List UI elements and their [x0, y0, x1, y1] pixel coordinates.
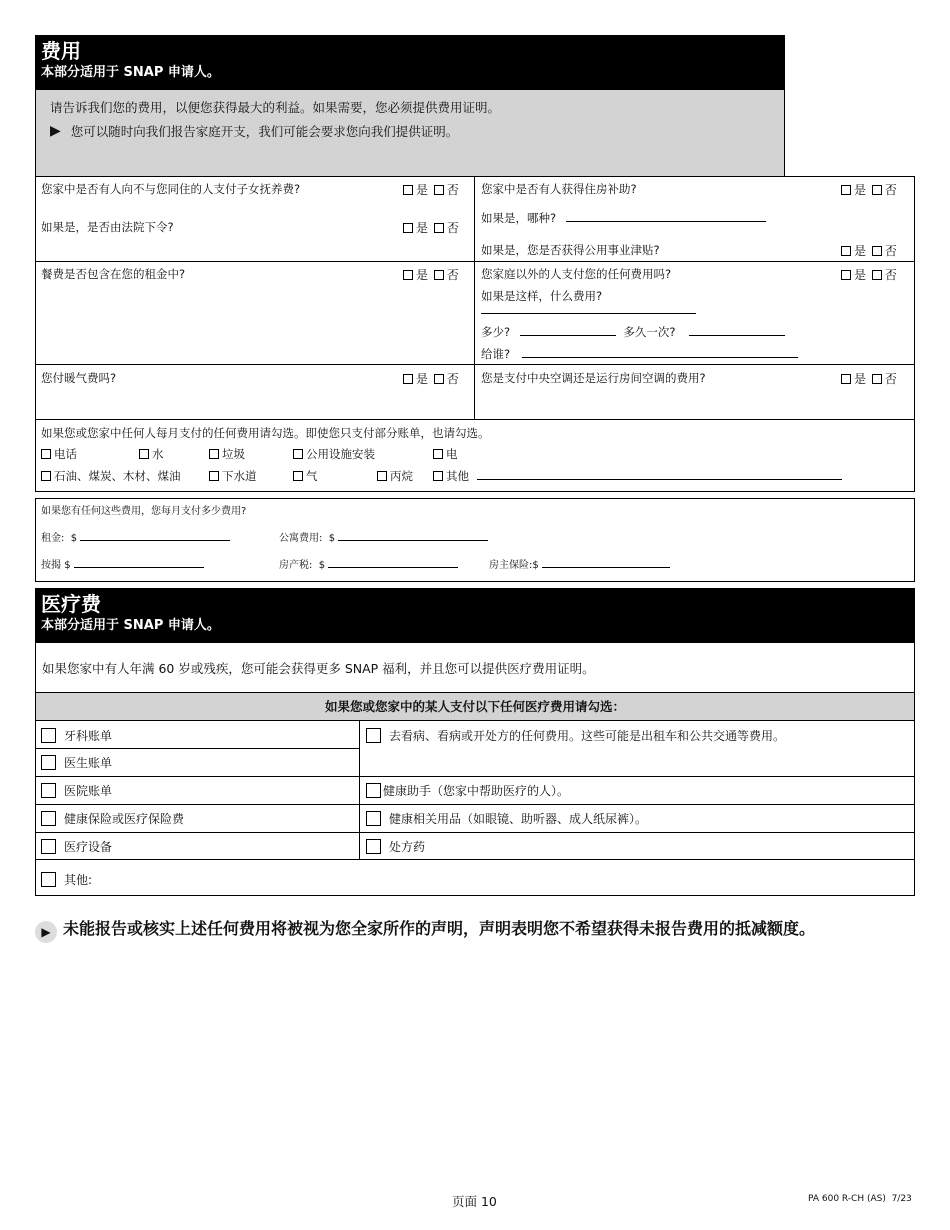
medical-intro: 如果您家中有人年满 60 岁或残疾，您可能会获得更多 SNAP 福利，并且您可以提供医疗费用证明。: [42, 661, 595, 676]
play-circle-icon: ▶: [35, 921, 57, 943]
checkbox-yes[interactable]: [403, 223, 413, 233]
q-utility-subsidy: 如果是，您是否获得公用事业津贴?: [481, 243, 660, 257]
checkbox-no[interactable]: [872, 185, 882, 195]
yn-court-order[interactable]: 是 否: [401, 219, 459, 236]
q-court-order: 如果是，是否由法院下令?: [41, 220, 174, 234]
property-tax-field: 房产税: $: [279, 556, 458, 571]
which-field[interactable]: [566, 221, 766, 222]
checkbox-no[interactable]: [434, 374, 444, 384]
med-dental[interactable]: 牙科账单: [35, 721, 112, 749]
med-supplies[interactable]: 健康相关用品（如眼镜、助听器、成人纸尿裤）。: [360, 804, 647, 832]
checkbox-no[interactable]: [872, 246, 882, 256]
expenses-header: [35, 35, 785, 90]
utility-gas[interactable]: 气: [293, 468, 318, 484]
utility-electric[interactable]: 电: [433, 446, 458, 462]
utility-install[interactable]: 公用设施安装: [293, 446, 375, 462]
med-prescription[interactable]: 处方药: [360, 832, 425, 860]
med-transport[interactable]: 去看病、看病或开处方的任何费用。这些可能是出租车和公共交通等费用。: [360, 721, 785, 749]
utility-oil[interactable]: 石油、煤炭、木材、煤油: [41, 468, 181, 484]
q-what-expense: 如果是这样，什么费用?: [481, 289, 603, 303]
how-often-field[interactable]: [689, 335, 785, 336]
expenses-subtitle: 本部分适用于 SNAP 申请人。: [41, 65, 220, 80]
q-housing-assist: 您家中是否有人获得住房补助?: [481, 182, 637, 196]
expenses-bullet-text: 您可以随时向我们报告家庭开支，我们可能会要求您向我们提供证明。: [70, 124, 459, 139]
med-insurance[interactable]: 健康保险或医疗保险费: [35, 804, 184, 832]
monthly-prompt: 如果您或您家中任何人每月支付的任何费用请勾选。即使您只支付部分账单，也请勾选。: [41, 426, 490, 440]
medical-header: [35, 588, 915, 643]
checkbox-yes[interactable]: [403, 185, 413, 195]
expenses-title: 费用: [41, 39, 81, 63]
checkbox-yes[interactable]: [403, 270, 413, 280]
checkbox-yes[interactable]: [841, 246, 851, 256]
yn-housing-assist[interactable]: 是 否: [839, 181, 897, 198]
apartment-fee-field: 公寓费用: $: [279, 529, 488, 544]
checkbox-yes[interactable]: [841, 185, 851, 195]
play-arrow-icon: ▶: [50, 123, 61, 139]
homeowner-ins-field: 房主保险:$: [489, 556, 670, 571]
yn-heating[interactable]: 是 否: [401, 370, 459, 387]
expenses-bullet: [50, 122, 770, 140]
medical-table-header: 如果您或您家中的某人支付以下任何医疗费用请勾选：: [35, 693, 915, 721]
utility-propane[interactable]: 丙烷: [377, 468, 413, 484]
q-child-support: 您家中是否有人向不与您同住的人支付子女抚养费?: [41, 182, 301, 196]
checkbox-no[interactable]: [434, 223, 444, 233]
utility-sewer[interactable]: 下水道: [209, 468, 257, 484]
yn-utility-subsidy[interactable]: 是 否: [839, 242, 897, 259]
med-equipment[interactable]: 医疗设备: [35, 832, 112, 860]
warning-text: 未能报告或核实上述任何费用将被视为您全家所作的声明，声明表明您不希望获得未报告费用的抵减额度。: [63, 919, 816, 938]
checkbox-no[interactable]: [434, 270, 444, 280]
q-to-whom: 给谁?: [481, 346, 798, 362]
page-number: 页面 10: [452, 1194, 497, 1209]
q-heating: 您付暖气费吗?: [41, 371, 117, 385]
to-whom-field[interactable]: [522, 357, 798, 358]
checkbox-yes[interactable]: [841, 374, 851, 384]
yn-child-support[interactable]: 是 否: [401, 181, 459, 198]
q-meals-rent: 餐费是否包含在您的租金中?: [41, 267, 186, 281]
expense-questions: [35, 176, 915, 420]
amount-prompt: 如果您有任何这些费用，您每月支付多少费用?: [41, 506, 247, 517]
utility-phone[interactable]: 电话: [41, 446, 77, 462]
yn-meals-rent[interactable]: 是 否: [401, 266, 459, 283]
med-hospital[interactable]: 医院账单: [35, 776, 112, 804]
what-expense-field[interactable]: [481, 313, 696, 314]
medical-intro-box: [35, 643, 915, 693]
checkbox-no[interactable]: [872, 270, 882, 280]
q-outside-pay: 您家庭以外的人支付您的任何费用吗?: [481, 267, 672, 281]
med-aide[interactable]: 健康助手（您家中帮助医疗的人）。: [360, 776, 569, 804]
utility-water[interactable]: 水: [139, 446, 164, 462]
med-other[interactable]: 其他:: [35, 862, 92, 896]
rent-field: 租金: $: [41, 529, 230, 544]
checkbox-no[interactable]: [872, 374, 882, 384]
utility-garbage[interactable]: 垃圾: [209, 446, 245, 462]
how-much-field[interactable]: [520, 335, 616, 336]
q-ac: 您是支付中央空调还是运行房间空调的费用?: [481, 371, 706, 385]
mortgage-field: 按揭 $: [41, 556, 204, 571]
warning: [35, 918, 915, 943]
medical-subtitle: 本部分适用于 SNAP 申请人。: [41, 618, 220, 633]
expenses-intro: 请告诉我们您的费用，以便您获得最大的利益。如果需要，您必须提供费用证明。: [50, 100, 501, 115]
form-id: PA 600 R-CH (AS) 7/23: [808, 1194, 912, 1204]
medical-title: 医疗费: [41, 592, 101, 616]
expenses-intro-box: [35, 90, 785, 176]
q-how-much: 多少? 多久一次?: [481, 324, 785, 340]
q-which: 如果是，哪种?: [481, 210, 766, 226]
med-doctor[interactable]: 医生账单: [35, 748, 112, 776]
checkbox-no[interactable]: [434, 185, 444, 195]
utility-other[interactable]: 其他: [433, 468, 842, 484]
yn-outside-pay[interactable]: 是 否: [839, 266, 897, 283]
yn-ac[interactable]: 是 否: [839, 370, 897, 387]
checkbox-yes[interactable]: [403, 374, 413, 384]
checkbox-yes[interactable]: [841, 270, 851, 280]
utility-other-field[interactable]: [477, 479, 842, 480]
